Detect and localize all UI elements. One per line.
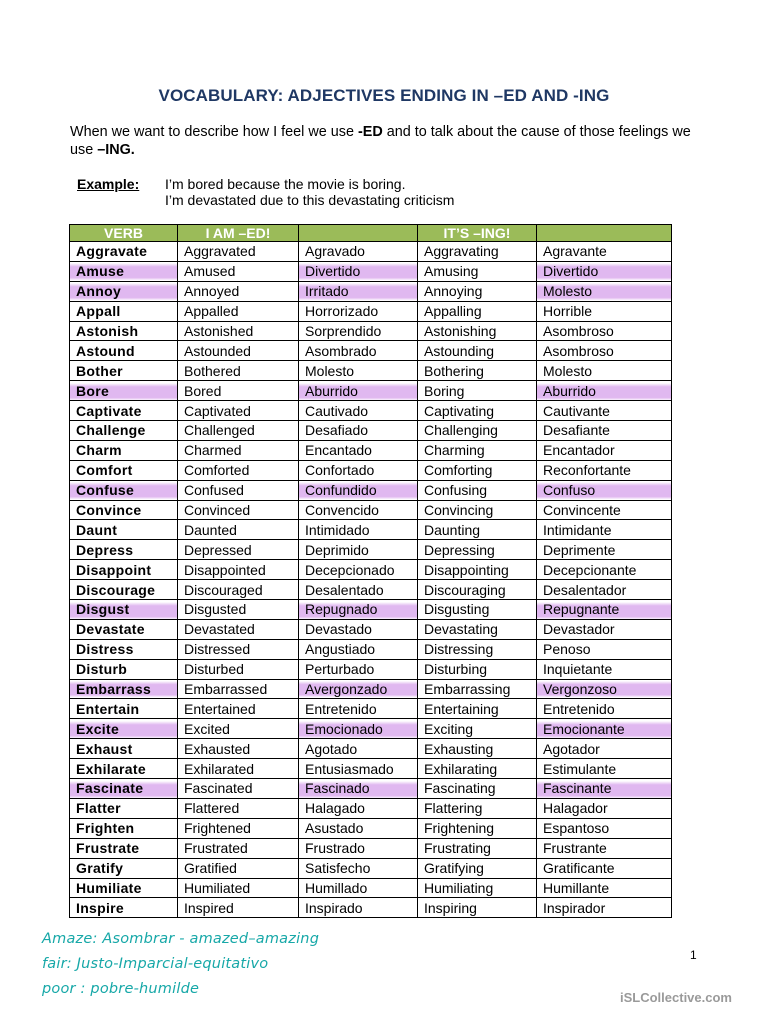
table-row bbox=[70, 421, 672, 441]
table-row bbox=[70, 242, 672, 262]
cell-ed-adjective: Excited bbox=[178, 719, 299, 739]
cell-ed-translation: Convencido bbox=[299, 500, 418, 520]
cell-ed-adjective: Exhilarated bbox=[178, 759, 299, 779]
cell-ing-adjective: Confusing bbox=[418, 480, 537, 500]
handwritten-note-2: fair: Justo-Imparcial-equitativo bbox=[42, 956, 269, 972]
table-row bbox=[70, 580, 672, 600]
table-row bbox=[70, 699, 672, 719]
cell-ed-translation: Agravado bbox=[299, 242, 418, 262]
table-row bbox=[70, 560, 672, 580]
cell-ed-translation: Divertido bbox=[299, 261, 418, 281]
page-number: 1 bbox=[690, 948, 697, 962]
cell-ing-translation: Reconfortante bbox=[537, 460, 672, 480]
cell-ing-adjective: Fascinating bbox=[418, 779, 537, 799]
cell-ed-adjective: Astonished bbox=[178, 321, 299, 341]
cell-ed-adjective: Disturbed bbox=[178, 659, 299, 679]
page-title: VOCABULARY: ADJECTIVES ENDING IN –ED AND -ING bbox=[158, 86, 610, 105]
cell-ed-translation: Irritado bbox=[299, 281, 418, 301]
cell-ed-adjective: Flattered bbox=[178, 798, 299, 818]
cell-verb: Aggravate bbox=[70, 242, 178, 262]
cell-ed-translation: Entretenido bbox=[299, 699, 418, 719]
header-i-am-ed: I AM –ED! bbox=[178, 225, 299, 242]
cell-ing-translation: Vergonzoso bbox=[537, 679, 672, 699]
cell-ed-translation: Asustado bbox=[299, 818, 418, 838]
cell-ing-translation: Entretenido bbox=[537, 699, 672, 719]
table-header-row bbox=[70, 225, 672, 242]
cell-ed-translation: Horrorizado bbox=[299, 301, 418, 321]
cell-ed-translation: Confundido bbox=[299, 480, 418, 500]
cell-ed-adjective: Entertained bbox=[178, 699, 299, 719]
example-sentence-2: I’m devastated due to this devastating criticism bbox=[165, 192, 455, 208]
cell-ing-translation: Desafiante bbox=[537, 421, 672, 441]
cell-ing-translation: Penoso bbox=[537, 639, 672, 659]
cell-ed-adjective: Annoyed bbox=[178, 281, 299, 301]
cell-ing-translation: Encantador bbox=[537, 440, 672, 460]
cell-ed-adjective: Bothered bbox=[178, 361, 299, 381]
table-row bbox=[70, 719, 672, 739]
cell-ed-translation: Desalentado bbox=[299, 580, 418, 600]
cell-ed-translation: Desafiado bbox=[299, 421, 418, 441]
cell-ing-adjective: Disappointing bbox=[418, 560, 537, 580]
cell-ed-adjective: Distressed bbox=[178, 639, 299, 659]
cell-ed-translation: Decepcionado bbox=[299, 560, 418, 580]
cell-verb: Convince bbox=[70, 500, 178, 520]
table-row bbox=[70, 341, 672, 361]
cell-ed-translation: Frustrado bbox=[299, 838, 418, 858]
cell-ing-translation: Asombroso bbox=[537, 341, 672, 361]
cell-ed-translation: Entusiasmado bbox=[299, 759, 418, 779]
cell-ing-translation: Molesto bbox=[537, 281, 672, 301]
cell-ing-translation: Desalentador bbox=[537, 580, 672, 600]
cell-verb: Astound bbox=[70, 341, 178, 361]
cell-ing-adjective: Astounding bbox=[418, 341, 537, 361]
cell-ed-adjective: Gratified bbox=[178, 858, 299, 878]
intro-text-2: and to talk about the cause of those feelings we use bbox=[70, 124, 691, 158]
table-row bbox=[70, 779, 672, 799]
cell-ing-translation: Horrible bbox=[537, 301, 672, 321]
header-verb: VERB bbox=[70, 225, 178, 242]
cell-verb: Charm bbox=[70, 440, 178, 460]
table-row bbox=[70, 798, 672, 818]
cell-ed-translation: Satisfecho bbox=[299, 858, 418, 878]
cell-ed-translation: Humillado bbox=[299, 878, 418, 898]
cell-ing-adjective: Appalling bbox=[418, 301, 537, 321]
cell-verb: Humiliate bbox=[70, 878, 178, 898]
cell-ing-adjective: Exhausting bbox=[418, 739, 537, 759]
table-row bbox=[70, 401, 672, 421]
cell-ing-translation: Inspirador bbox=[537, 898, 672, 918]
cell-ed-translation: Avergonzado bbox=[299, 679, 418, 699]
table-row bbox=[70, 639, 672, 659]
cell-ing-translation: Devastador bbox=[537, 619, 672, 639]
cell-verb: Disappoint bbox=[70, 560, 178, 580]
cell-ed-translation: Fascinado bbox=[299, 779, 418, 799]
header-ing-translation bbox=[537, 225, 672, 242]
cell-ing-adjective: Bothering bbox=[418, 361, 537, 381]
cell-ing-translation: Asombroso bbox=[537, 321, 672, 341]
cell-ing-adjective: Exhilarating bbox=[418, 759, 537, 779]
cell-ed-translation: Intimidado bbox=[299, 520, 418, 540]
cell-ing-adjective: Astonishing bbox=[418, 321, 537, 341]
cell-ing-translation: Espantoso bbox=[537, 818, 672, 838]
cell-ed-adjective: Discouraged bbox=[178, 580, 299, 600]
example-label: Example: bbox=[77, 176, 140, 192]
cell-verb: Depress bbox=[70, 540, 178, 560]
cell-ing-adjective: Frustrating bbox=[418, 838, 537, 858]
cell-ing-translation: Decepcionante bbox=[537, 560, 672, 580]
cell-ed-adjective: Disgusted bbox=[178, 600, 299, 620]
cell-ing-adjective: Challenging bbox=[418, 421, 537, 441]
table-row bbox=[70, 739, 672, 759]
table-row bbox=[70, 440, 672, 460]
cell-ing-adjective: Gratifying bbox=[418, 858, 537, 878]
cell-ed-translation: Perturbado bbox=[299, 659, 418, 679]
cell-ed-translation: Asombrado bbox=[299, 341, 418, 361]
header-ed-translation bbox=[299, 225, 418, 242]
cell-verb: Frustrate bbox=[70, 838, 178, 858]
cell-ed-adjective: Frightened bbox=[178, 818, 299, 838]
cell-ing-translation: Agotador bbox=[537, 739, 672, 759]
table-row bbox=[70, 381, 672, 401]
cell-ed-adjective: Charmed bbox=[178, 440, 299, 460]
table-row bbox=[70, 619, 672, 639]
cell-verb: Frighten bbox=[70, 818, 178, 838]
cell-ed-adjective: Astounded bbox=[178, 341, 299, 361]
cell-ing-adjective: Convincing bbox=[418, 500, 537, 520]
cell-verb: Bother bbox=[70, 361, 178, 381]
intro-ing-suffix: –ING. bbox=[97, 142, 135, 158]
cell-verb: Flatter bbox=[70, 798, 178, 818]
cell-ed-translation: Inspirado bbox=[299, 898, 418, 918]
cell-verb: Amuse bbox=[70, 261, 178, 281]
cell-verb: Distress bbox=[70, 639, 178, 659]
cell-ed-adjective: Convinced bbox=[178, 500, 299, 520]
cell-ed-adjective: Humiliated bbox=[178, 878, 299, 898]
cell-verb: Astonish bbox=[70, 321, 178, 341]
cell-ing-translation: Cautivante bbox=[537, 401, 672, 421]
table-row bbox=[70, 818, 672, 838]
cell-ed-adjective: Frustrated bbox=[178, 838, 299, 858]
cell-ing-translation: Intimidante bbox=[537, 520, 672, 540]
cell-ing-adjective: Flattering bbox=[418, 798, 537, 818]
intro-paragraph bbox=[70, 123, 710, 159]
cell-ed-adjective: Embarrassed bbox=[178, 679, 299, 699]
handwritten-note-1: Amaze: Asombrar - amazed–amazing bbox=[42, 931, 320, 947]
table-row bbox=[70, 261, 672, 281]
cell-ing-translation: Frustrante bbox=[537, 838, 672, 858]
cell-ed-adjective: Amused bbox=[178, 261, 299, 281]
cell-verb: Captivate bbox=[70, 401, 178, 421]
table-row bbox=[70, 460, 672, 480]
table-row bbox=[70, 361, 672, 381]
cell-ing-adjective: Entertaining bbox=[418, 699, 537, 719]
cell-verb: Embarrass bbox=[70, 679, 178, 699]
table-row bbox=[70, 520, 672, 540]
vocabulary-table bbox=[69, 224, 672, 918]
cell-ing-adjective: Boring bbox=[418, 381, 537, 401]
cell-ed-adjective: Disappointed bbox=[178, 560, 299, 580]
cell-verb: Inspire bbox=[70, 898, 178, 918]
cell-ed-adjective: Inspired bbox=[178, 898, 299, 918]
cell-ing-adjective: Discouraging bbox=[418, 580, 537, 600]
table-row bbox=[70, 679, 672, 699]
cell-ing-translation: Deprimente bbox=[537, 540, 672, 560]
cell-ed-adjective: Appalled bbox=[178, 301, 299, 321]
cell-ing-translation: Halagador bbox=[537, 798, 672, 818]
cell-verb: Appall bbox=[70, 301, 178, 321]
cell-ed-translation: Halagado bbox=[299, 798, 418, 818]
cell-ed-translation: Repugnado bbox=[299, 600, 418, 620]
cell-ing-translation: Aburrido bbox=[537, 381, 672, 401]
cell-ing-translation: Humillante bbox=[537, 878, 672, 898]
table-row bbox=[70, 281, 672, 301]
cell-ing-translation: Repugnante bbox=[537, 600, 672, 620]
table-row bbox=[70, 838, 672, 858]
cell-verb: Entertain bbox=[70, 699, 178, 719]
cell-verb: Devastate bbox=[70, 619, 178, 639]
cell-ed-translation: Cautivado bbox=[299, 401, 418, 421]
table-row bbox=[70, 878, 672, 898]
cell-ing-adjective: Humiliating bbox=[418, 878, 537, 898]
cell-ing-translation: Agravante bbox=[537, 242, 672, 262]
cell-verb: Exhilarate bbox=[70, 759, 178, 779]
cell-ed-translation: Aburrido bbox=[299, 381, 418, 401]
cell-ed-adjective: Aggravated bbox=[178, 242, 299, 262]
cell-ing-translation: Divertido bbox=[537, 261, 672, 281]
cell-verb: Excite bbox=[70, 719, 178, 739]
cell-ing-translation: Molesto bbox=[537, 361, 672, 381]
table-row bbox=[70, 540, 672, 560]
cell-ing-adjective: Comforting bbox=[418, 460, 537, 480]
table-row bbox=[70, 600, 672, 620]
cell-ed-translation: Confortado bbox=[299, 460, 418, 480]
cell-ing-adjective: Captivating bbox=[418, 401, 537, 421]
cell-ing-adjective: Charming bbox=[418, 440, 537, 460]
cell-ed-adjective: Confused bbox=[178, 480, 299, 500]
cell-ing-adjective: Depressing bbox=[418, 540, 537, 560]
cell-ed-adjective: Bored bbox=[178, 381, 299, 401]
cell-ing-translation: Fascinante bbox=[537, 779, 672, 799]
cell-ing-translation: Emocionante bbox=[537, 719, 672, 739]
cell-ing-adjective: Disgusting bbox=[418, 600, 537, 620]
table-row bbox=[70, 301, 672, 321]
table-row bbox=[70, 480, 672, 500]
cell-ing-adjective: Embarrassing bbox=[418, 679, 537, 699]
cell-verb: Gratify bbox=[70, 858, 178, 878]
cell-ed-translation: Encantado bbox=[299, 440, 418, 460]
cell-ed-translation: Angustiado bbox=[299, 639, 418, 659]
cell-ing-adjective: Disturbing bbox=[418, 659, 537, 679]
cell-verb: Annoy bbox=[70, 281, 178, 301]
cell-ed-adjective: Exhausted bbox=[178, 739, 299, 759]
cell-verb: Exhaust bbox=[70, 739, 178, 759]
cell-ed-translation: Devastado bbox=[299, 619, 418, 639]
cell-ed-translation: Deprimido bbox=[299, 540, 418, 560]
intro-ed-suffix: -ED bbox=[357, 124, 383, 140]
cell-ing-adjective: Daunting bbox=[418, 520, 537, 540]
cell-ed-adjective: Depressed bbox=[178, 540, 299, 560]
cell-ed-adjective: Devastated bbox=[178, 619, 299, 639]
cell-ing-adjective: Amusing bbox=[418, 261, 537, 281]
cell-verb: Confuse bbox=[70, 480, 178, 500]
cell-ed-translation: Agotado bbox=[299, 739, 418, 759]
cell-verb: Fascinate bbox=[70, 779, 178, 799]
cell-ed-adjective: Fascinated bbox=[178, 779, 299, 799]
cell-ing-translation: Estimulante bbox=[537, 759, 672, 779]
cell-ing-adjective: Annoying bbox=[418, 281, 537, 301]
table-row bbox=[70, 858, 672, 878]
table-row bbox=[70, 321, 672, 341]
cell-verb: Disturb bbox=[70, 659, 178, 679]
cell-ing-adjective: Distressing bbox=[418, 639, 537, 659]
cell-verb: Disgust bbox=[70, 600, 178, 620]
cell-verb: Challenge bbox=[70, 421, 178, 441]
table-row bbox=[70, 659, 672, 679]
cell-ed-adjective: Daunted bbox=[178, 520, 299, 540]
cell-ing-translation: Inquietante bbox=[537, 659, 672, 679]
cell-ed-adjective: Challenged bbox=[178, 421, 299, 441]
handwritten-note-3: poor : pobre-humilde bbox=[42, 981, 200, 997]
table-body bbox=[70, 242, 672, 918]
example-sentence-1: I’m bored because the movie is boring. bbox=[165, 176, 406, 192]
cell-verb: Discourage bbox=[70, 580, 178, 600]
header-its-ing: IT’S –ING! bbox=[418, 225, 537, 242]
cell-ed-translation: Molesto bbox=[299, 361, 418, 381]
cell-ed-translation: Emocionado bbox=[299, 719, 418, 739]
watermark: iSLCollective.com bbox=[620, 990, 732, 1005]
cell-ing-translation: Gratificante bbox=[537, 858, 672, 878]
cell-verb: Bore bbox=[70, 381, 178, 401]
cell-ed-translation: Sorprendido bbox=[299, 321, 418, 341]
cell-ing-adjective: Devastating bbox=[418, 619, 537, 639]
table-row bbox=[70, 898, 672, 918]
cell-verb: Comfort bbox=[70, 460, 178, 480]
cell-verb: Daunt bbox=[70, 520, 178, 540]
cell-ed-adjective: Captivated bbox=[178, 401, 299, 421]
cell-ing-translation: Confuso bbox=[537, 480, 672, 500]
cell-ing-adjective: Aggravating bbox=[418, 242, 537, 262]
cell-ed-adjective: Comforted bbox=[178, 460, 299, 480]
intro-text-1: When we want to describe how I feel we use bbox=[70, 124, 358, 140]
table-row bbox=[70, 500, 672, 520]
table-row bbox=[70, 759, 672, 779]
cell-ing-translation: Convincente bbox=[537, 500, 672, 520]
cell-ing-adjective: Exciting bbox=[418, 719, 537, 739]
cell-ing-adjective: Frightening bbox=[418, 818, 537, 838]
cell-ing-adjective: Inspiring bbox=[418, 898, 537, 918]
